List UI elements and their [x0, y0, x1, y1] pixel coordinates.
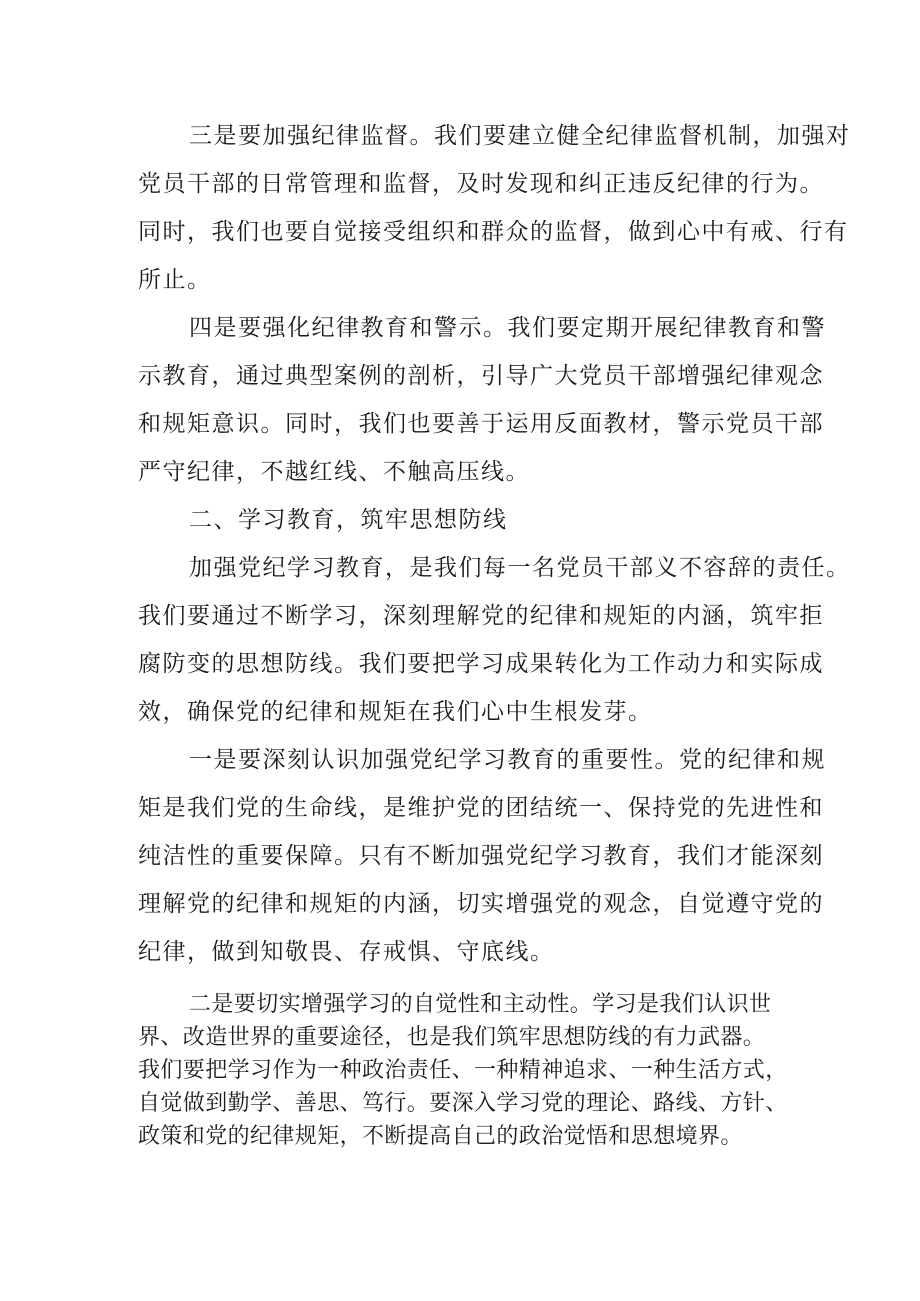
text-line: 三是要加强纪律监督。我们要建立健全纪律监督机制，加强对	[189, 123, 851, 149]
text-line: 同时，我们也要自觉接受组织和群众的监督，做到心中有戒、行有	[138, 219, 849, 245]
text-line: 和规矩意识。同时，我们也要善于运用反面教材，警示党员干部	[138, 411, 824, 437]
text-line: 我们要把学习作为一种政治责任、一种精神追求、一种生活方式，	[138, 1058, 788, 1083]
text-line: 自觉做到勤学、善思、笃行。要深入学习党的理论、路线、方针、	[138, 1091, 788, 1116]
text-line: 效，确保党的纪律和规矩在我们心中生根发芽。	[138, 699, 653, 725]
text-line: 我们要通过不断学习，深刻理解党的纪律和规矩的内涵，筑牢拒	[138, 603, 824, 629]
text-line: 加强党纪学习教育，是我们每一名党员干部义不容辞的责任。	[189, 555, 851, 581]
text-line: 党员干部的日常管理和监督，及时发现和纠正违反纪律的行为。	[138, 171, 824, 197]
text-line: 所止。	[138, 267, 212, 293]
text-line: 一是要深刻认识加强党纪学习教育的重要性。党的纪律和规	[189, 747, 826, 773]
text-line: 矩是我们党的生命线，是维护党的团结统一、保持党的先进性和	[138, 795, 824, 821]
text-line: 腐防变的思想防线。我们要把学习成果转化为工作动力和实际成	[138, 651, 824, 677]
text-line: 政策和党的纪律规矩，不断提高自己的政治觉悟和思想境界。	[138, 1124, 743, 1149]
text-line: 界、改造世界的重要途径，也是我们筑牢思想防线的有力武器。	[138, 1025, 766, 1050]
text-line: 二是要切实增强学习的自觉性和主动性。学习是我们认识世	[189, 992, 772, 1017]
text-line: 纯洁性的重要保障。只有不断加强党纪学习教育，我们才能深刻	[138, 843, 824, 869]
section-heading: 二、学习教育，筑牢思想防线	[189, 507, 508, 533]
text-line: 理解党的纪律和规矩的内涵，切实增强党的观念，自觉遵守党的	[138, 891, 824, 917]
text-line: 示教育，通过典型案例的剖析，引导广大党员干部增强纪律观念	[138, 363, 824, 389]
text-line: 四是要强化纪律教育和警示。我们要定期开展纪律教育和警	[189, 315, 826, 341]
text-line: 严守纪律，不越红线、不触高压线。	[138, 459, 530, 485]
text-line: 纪律，做到知敬畏、存戒惧、守底线。	[138, 939, 555, 965]
